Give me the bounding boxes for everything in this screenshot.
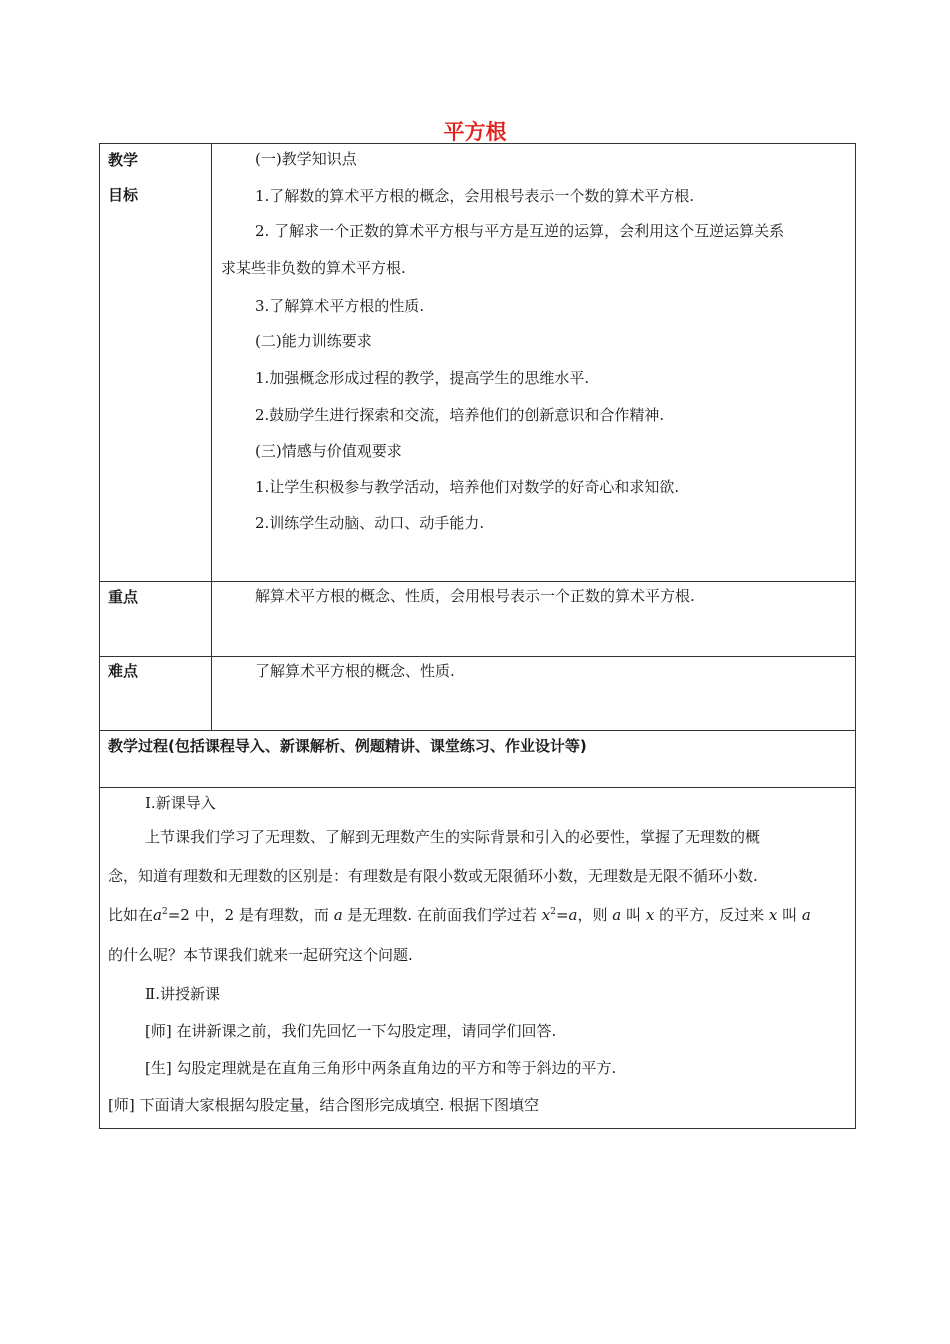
difficulty-text: 了解算术平方根的概念、性质. [255, 662, 455, 680]
key-point-label: 重点 [108, 588, 139, 606]
row-divider [100, 656, 855, 657]
goals-line: 1.了解数的算术平方根的概念，会用根号表示一个数的算术平方根. [255, 187, 695, 205]
goals-label-1: 教学 [108, 151, 139, 169]
goals-label-2: 目标 [108, 186, 139, 204]
paragraph-line: 比如在$a^2=2$ 中，2 是有理数，而 a 是无理数. 在前面我们学过若 $x^2=a$，则 a 叫 x 的平方，反过来 x 叫 a [108, 906, 811, 924]
goals-line: (三)情感与价值观要求 [255, 442, 402, 460]
goals-line: (二)能力训练要求 [255, 332, 372, 350]
goals-line: 2.训练学生动脑、动口、动手能力. [255, 514, 485, 532]
key-point-text: 解算术平方根的概念、性质，会用根号表示一个正数的算术平方根. [255, 587, 695, 605]
goals-line: (一)教学知识点 [255, 150, 357, 168]
process-header: 教学过程(包括课程导入、新课解析、例题精讲、课堂练习、作业设计等) [108, 737, 587, 755]
goals-line: 1.让学生积极参与教学活动，培养他们对数学的好奇心和求知欲. [255, 478, 680, 496]
paragraph-line: 的什么呢？本节课我们就来一起研究这个问题. [108, 946, 413, 964]
column-divider [211, 144, 212, 730]
goals-line: 求某些非负数的算术平方根. [221, 259, 406, 277]
row-divider [100, 581, 855, 582]
page-title: 平方根 [443, 120, 507, 144]
goals-line: 2.鼓励学生进行探索和交流，培养他们的创新意识和合作精神. [255, 406, 665, 424]
row-divider [100, 787, 855, 788]
dialogue-line: [师] 下面请大家根据勾股定量，结合图形完成填空. 根据下图填空 [108, 1096, 540, 1114]
section-heading: Ⅰ.新课导入 [145, 794, 216, 812]
row-divider [100, 730, 855, 731]
section-heading: Ⅱ.讲授新课 [145, 985, 220, 1003]
lesson-plan-table [99, 143, 856, 1129]
goals-line: 2. 了解求一个正数的算术平方根与平方是互逆的运算，会利用这个互逆运算关系 [255, 222, 785, 240]
goals-line: 1.加强概念形成过程的教学，提高学生的思维水平. [255, 369, 590, 387]
difficulty-label: 难点 [108, 662, 139, 680]
dialogue-line: [师] 在讲新课之前，我们先回忆一下勾股定理，请同学们回答. [145, 1022, 557, 1040]
goals-line: 3.了解算术平方根的性质. [255, 297, 425, 315]
dialogue-line: [生] 勾股定理就是在直角三角形中两条直角边的平方和等于斜边的平方. [145, 1059, 617, 1077]
paragraph-line: 上节课我们学习了无理数、了解到无理数产生的实际背景和引入的必要性，掌握了无理数的概 [145, 828, 761, 846]
paragraph-line: 念，知道有理数和无理数的区别是：有理数是有限小数或无限循环小数，无理数是无限不循环小数. [108, 867, 758, 885]
